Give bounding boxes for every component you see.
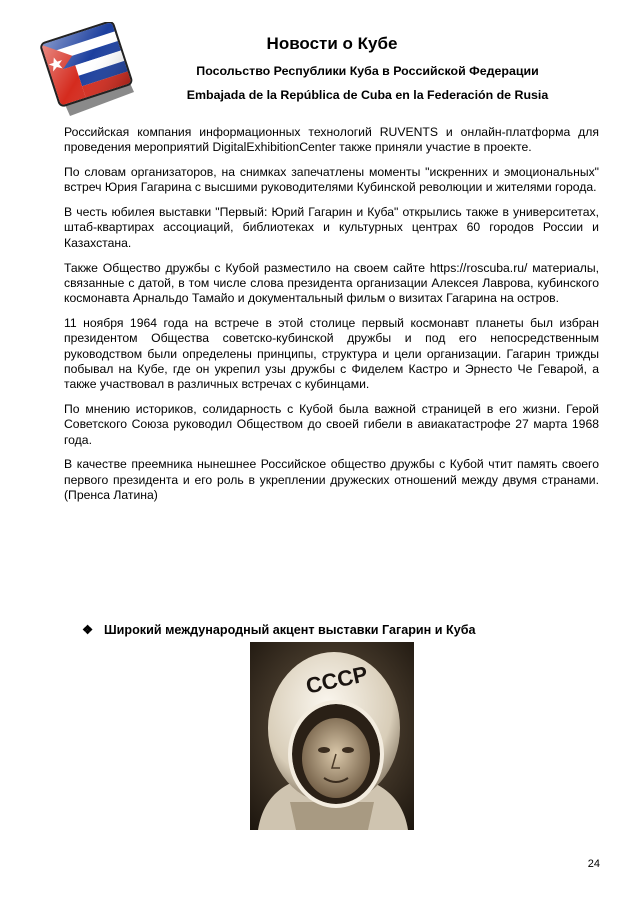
paragraph: Также Общество дружбы с Кубой разместило на своем сайте https://roscuba.ru/ материалы, связанные с датой, в том числе слова президента организации Алексея Лаврова, кубинского космонавта Арнальдо Тамайо и документальный фильм о визитах Гагарина на остров. (64, 260, 599, 306)
page-number: 24 (587, 858, 600, 870)
paragraph: В честь юбилея выставки "Первый: Юрий Гагарин и Куба" открылись также в университетах, штаб-квартирах ассоциаций, библиотеках и культурных центрах 60 городов России и Казахстана. (64, 205, 599, 250)
embassy-name-russian: Посольство Республики Куба в Российской Федерации (196, 64, 539, 78)
paragraph: В качестве преемника нынешнее Российское общество дружбы с Кубой чтит память своего первого президента и его роль в укреплении дружеских отношений между двумя странами. (Пренса Латина) (64, 457, 599, 502)
paragraph: По словам организаторов, на снимках запечатлены моменты "искренних и эмоциональных" встреч Юрия Гагарина с высшими руководителями Кубинской революции и жителями города. (64, 165, 599, 195)
cuba-russia-flag-icon (36, 22, 136, 118)
gagarin-photo (250, 642, 414, 830)
section-heading-text: Широкий международный акцент выставки Гагарин и Куба (104, 623, 476, 637)
helmet-lettering: СССР (303, 661, 370, 699)
section-heading (82, 622, 552, 637)
newsletter-title: Новости о Кубе (266, 34, 398, 53)
article-body (64, 125, 599, 513)
diamond-bullet-icon: ❖ (82, 623, 94, 637)
paragraph: 11 ноября 1964 года на встрече в этой столице первый космонавт планеты был избран президентом Общества советско-кубинской дружбы и под его непосредственным руководством были определены принципы, структура и цели организации. Гагарин трижды побывал на Кубе, где он укрепил узы дружбы с Фиделем Кастро и Эрнесто Че Геварой, а также участвовал в различных встречах с кубинцами. (64, 315, 599, 392)
embassy-name-spanish: Embajada de la República de Cuba en la Federación de Rusia (186, 88, 549, 102)
paragraph: Российская компания информационных технологий RUVENTS и онлайн-платформа для проведения мероприятий DigitalExhibitionCenter также приняли участие в проекте. (64, 125, 599, 155)
paragraph: По мнению историков, солидарность с Кубой была важной страницей в его жизни. Герой Советского Союза руководил Обществом до своей гибели в авиакатастрофе 27 марта 1968 года. (64, 401, 599, 447)
